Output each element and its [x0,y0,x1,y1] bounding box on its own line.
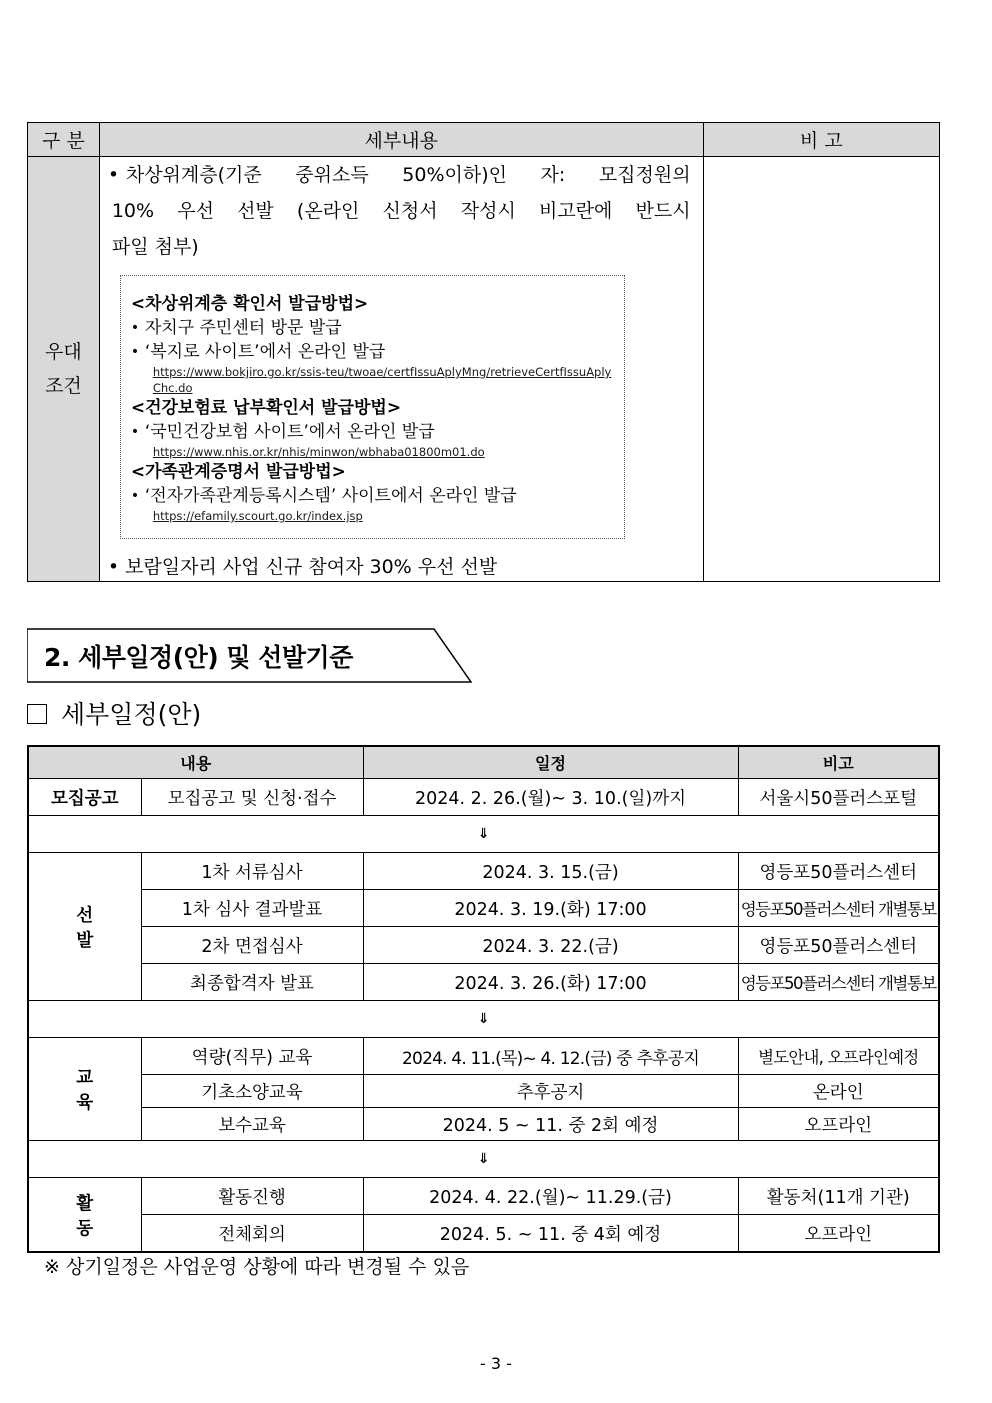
down-arrow-icon: ⇓ [28,1001,939,1038]
header-details: 세부내용 [99,123,703,157]
select-note: 영등포50플러스센터 [738,927,939,964]
table-row [28,1178,939,1215]
select-date: 2024. 3. 15.(금) [363,853,738,890]
act-date: 2024. 4. 22.(월)~ 11.29.(금) [363,1178,738,1215]
header-content: 내용 [28,746,363,779]
select-note: 영등포50플러스센터 개별통보 [738,890,939,927]
header-note: 비고 [738,746,939,779]
edu-note: 오프라인 [738,1108,939,1141]
link-nhis[interactable]: https://www.nhis.or.kr/nhis/minwon/wbhaba01800m01.do [152,445,485,459]
row-label-preference [28,157,100,582]
schedule-table [27,745,940,1253]
preference-remarks [703,157,939,582]
table-row [28,1038,939,1075]
recruit-note: 서울시50플러스포털 [738,779,939,816]
recruit-item: 모집공고 및 신청·접수 [141,779,363,816]
bullet-low-income [100,157,703,265]
act-item: 전체회의 [141,1215,363,1253]
checkbox-square-icon [27,704,47,724]
guide-item-visit: • 자치구 주민센터 방문 발급 [131,316,614,340]
section-header [27,628,472,683]
bullet-low-income-line3: 파일 첨부) [111,236,199,258]
bullet-low-income-line2: 10% 우선 선발 (온라인 신청서 작성시 비고란에 반드시 [111,200,691,222]
bullet-low-income-line1: 차상위계층(기준 중위소득 50%이하)인 자: 모집정원의 [125,164,691,186]
bullet-icon: • [107,556,126,578]
recruit-date: 2024. 2. 26.(월)~ 3. 10.(일)까지 [363,779,738,816]
table-row [28,853,939,890]
group-education: 교 육 [28,1038,141,1141]
table-row [28,1075,939,1108]
section-title: 2. 세부일정(안) 및 선발기준 [44,643,353,672]
header-schedule: 일정 [363,746,738,779]
select-note: 영등포50플러스센터 [738,853,939,890]
guide-heading-insurance: <건강보험료 납부확인서 발급방법> [130,398,402,418]
header-category: 구 분 [28,123,100,157]
guide-item-efamily: • ‘전자가족관계등록시스템’ 사이트에서 온라인 발급 [131,484,614,508]
page-number: - 3 - [480,1354,512,1373]
select-item: 1차 서류심사 [141,853,363,890]
guide-heading-low-income: <차상위계층 확인서 발급방법> [130,294,369,314]
link-efamily[interactable]: https://efamily.scourt.go.kr/index.jsp [152,509,363,523]
group-activity: 활 동 [28,1178,141,1253]
select-date: 2024. 3. 19.(화) 17:00 [363,890,738,927]
down-arrow-icon: ⇓ [28,1141,939,1178]
table-row [28,1108,939,1141]
group-selection: 선 발 [28,853,141,1001]
act-item: 활동진행 [141,1178,363,1215]
edu-item: 역량(직무) 교육 [141,1038,363,1075]
row-label-line1: 우대 [45,341,82,363]
edu-item: 기초소양교육 [141,1075,363,1108]
table-row [28,779,939,816]
edu-date: 추후공지 [363,1075,738,1108]
select-item: 2차 면접심사 [141,927,363,964]
edu-date: 2024. 5 ~ 11. 중 2회 예정 [363,1108,738,1141]
schedule-header-row [28,746,939,779]
guide-item-bokjiro: • ‘복지로 사이트’에서 온라인 발급 [131,340,614,364]
subsection-title: 세부일정(안) [61,700,202,729]
group-recruit: 모집공고 [28,779,141,816]
act-date: 2024. 5. ~ 11. 중 4회 예정 [363,1215,738,1253]
bullet-new-participant-text: 보람일자리 사업 신규 참여자 30% 우선 선발 [125,556,498,578]
link-bokjiro[interactable]: https://www.bokjiro.go.kr/ssis-teu/twoae/certfIssuAplyMng/retrieveCertfIssuAplyChc.do [152,365,612,395]
schedule-footnote: ※ 상기일정은 사업운영 상황에 따라 변경될 수 있음 [44,1256,470,1278]
edu-item: 보수교육 [141,1108,363,1141]
down-arrow-icon: ⇓ [28,816,939,853]
issuance-guide-box [120,275,625,539]
select-date: 2024. 3. 22.(금) [363,927,738,964]
select-item: 1차 심사 결과발표 [141,890,363,927]
edu-date: 2024. 4. 11.(목)~ 4. 12.(금) 중 추후공지 [363,1038,738,1075]
select-note: 영등포50플러스센터 개별통보 [738,964,939,1001]
act-note: 오프라인 [738,1215,939,1253]
header-remarks: 비 고 [703,123,939,157]
bullet-icon: • [107,164,120,186]
guide-heading-family: <가족관계증명서 발급방법> [130,462,346,482]
table-row [28,890,939,927]
act-note: 활동처(11개 기관) [738,1178,939,1215]
table-row [28,964,939,1001]
select-date: 2024. 3. 26.(화) 17:00 [363,964,738,1001]
guide-item-nhis: • ‘국민건강보험 사이트’에서 온라인 발급 [131,420,614,444]
select-item: 최종합격자 발표 [141,964,363,1001]
table-row [28,1215,939,1253]
preference-details [99,157,703,582]
preference-table [27,122,940,582]
table-row [28,927,939,964]
edu-note: 온라인 [738,1075,939,1108]
edu-note: 별도안내, 오프라인예정 [738,1038,939,1075]
bullet-new-participant [100,549,703,581]
row-label-line2: 조건 [45,375,82,397]
subsection-title-row [27,695,201,731]
